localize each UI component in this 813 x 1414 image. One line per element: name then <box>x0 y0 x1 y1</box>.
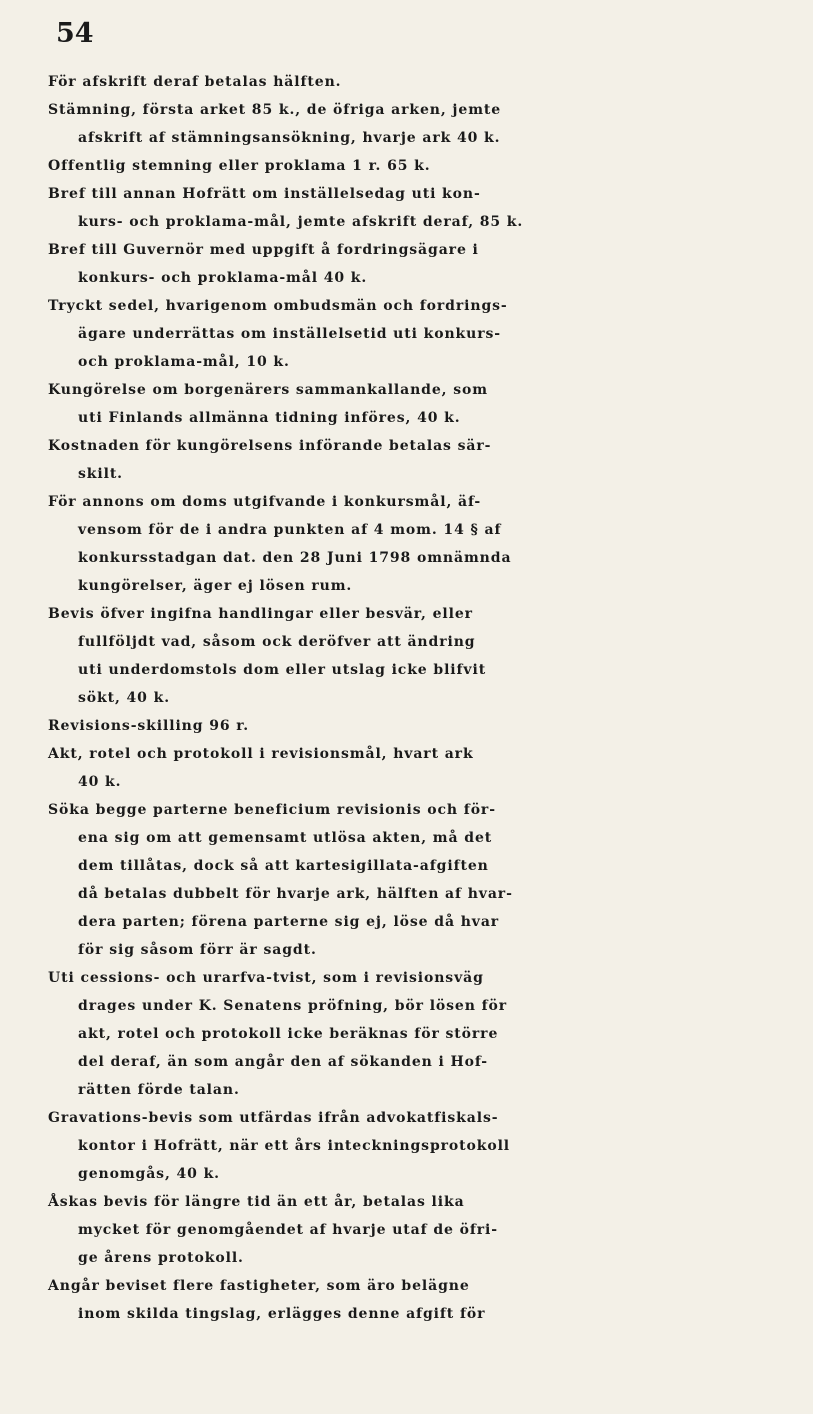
text-line: Revisions-skilling 96 r. <box>48 718 250 734</box>
text-line: konkursstadgan dat. den 28 Juni 1798 omnämnda <box>78 550 512 566</box>
text-line: Kungörelse om borgenärers sammankallande, som <box>48 382 488 398</box>
text-line: För annons om doms utgifvande i konkursmål, äf- <box>48 494 482 510</box>
text-line: Gravations-bevis som utfärdas ifrån advokatfiskals- <box>48 1110 499 1126</box>
text-line: uti Finlands allmänna tidning införes, 40 k. <box>78 410 461 426</box>
text-line: 40 k. <box>78 774 122 790</box>
text-line: Bevis öfver ingifna handlingar eller besvär, eller <box>48 606 473 622</box>
text-line: fullföljdt vad, såsom ock deröfver att ändring <box>78 634 476 650</box>
text-line: Angår beviset flere fastigheter, som äro belägne <box>48 1278 470 1294</box>
text-line: inom skilda tingslag, erlägges denne afgift för <box>78 1306 486 1322</box>
text-line: Offentlig stemning eller proklama 1 r. 65 k. <box>48 158 431 174</box>
text-line: vensom för de i andra punkten af 4 mom. 14 § af <box>78 522 502 538</box>
text-line: kontor i Hofrätt, när ett års inteckningsprotokoll <box>78 1138 511 1154</box>
text-line: Bref till Guvernör med uppgift å fordringsägare i <box>48 242 479 258</box>
text-line: ena sig om att gemensamt utlösa akten, må det <box>78 830 493 846</box>
text-line: och proklama-mål, 10 k. <box>78 354 290 370</box>
text-line: akt, rotel och protokoll icke beräknas för större <box>78 1026 499 1042</box>
text-line: afskrift af stämningsansökning, hvarje ark 40 k. <box>78 130 501 146</box>
text-line: För afskrift deraf betalas hälften. <box>48 74 342 90</box>
text-line: då betalas dubbelt för hvarje ark, hälften af hvar- <box>78 886 513 902</box>
text-line: drages under K. Senatens pröfning, bör lösen för <box>78 998 508 1014</box>
text-line: kurs- och proklama-mål, jemte afskrift deraf, 85 k. <box>78 214 524 230</box>
text-line: för sig såsom förr är sagdt. <box>78 942 317 958</box>
text-line: ge årens protokoll. <box>78 1250 244 1266</box>
text-line: konkurs- och proklama-mål 40 k. <box>78 270 368 286</box>
text-line: del deraf, än som angår den af sökanden i Hof- <box>78 1054 489 1070</box>
text-line: dem tillåtas, dock så att kartesigillata-afgiften <box>78 858 489 874</box>
text-line: Tryckt sedel, hvarigenom ombudsmän och fordrings- <box>48 298 508 314</box>
text-line: Söka begge parterne beneficium revisionis och för- <box>48 802 496 818</box>
text-line: sökt, 40 k. <box>78 690 170 706</box>
text-line: Akt, rotel och protokoll i revisionsmål, hvart ark <box>48 746 474 762</box>
text-line: Kostnaden för kungörelsens införande betalas sär- <box>48 438 492 454</box>
text-body <box>48 68 808 1328</box>
text-line: Bref till annan Hofrätt om inställelsedag uti kon- <box>48 186 481 202</box>
text-line: rätten förde talan. <box>78 1082 240 1098</box>
text-line: ägare underrättas om inställelsetid uti konkurs- <box>78 326 501 342</box>
text-line: Stämning, första arket 85 k., de öfriga arken, jemte <box>48 102 502 118</box>
text-line: skilt. <box>78 466 123 482</box>
text-line: dera parten; förena parterne sig ej, löse då hvar <box>78 914 500 930</box>
text-line: mycket för genomgåendet af hvarje utaf de öfri- <box>78 1222 498 1238</box>
text-line: uti underdomstols dom eller utslag icke blifvit <box>78 662 487 678</box>
text-line: genomgås, 40 k. <box>78 1166 220 1182</box>
text-line: Uti cessions- och urarfva-tvist, som i revisionsväg <box>48 970 484 986</box>
text-line: Åskas bevis för längre tid än ett år, betalas lika <box>48 1194 465 1210</box>
text-line: kungörelser, äger ej lösen rum. <box>78 578 353 594</box>
page-number: 54 <box>56 18 94 49</box>
